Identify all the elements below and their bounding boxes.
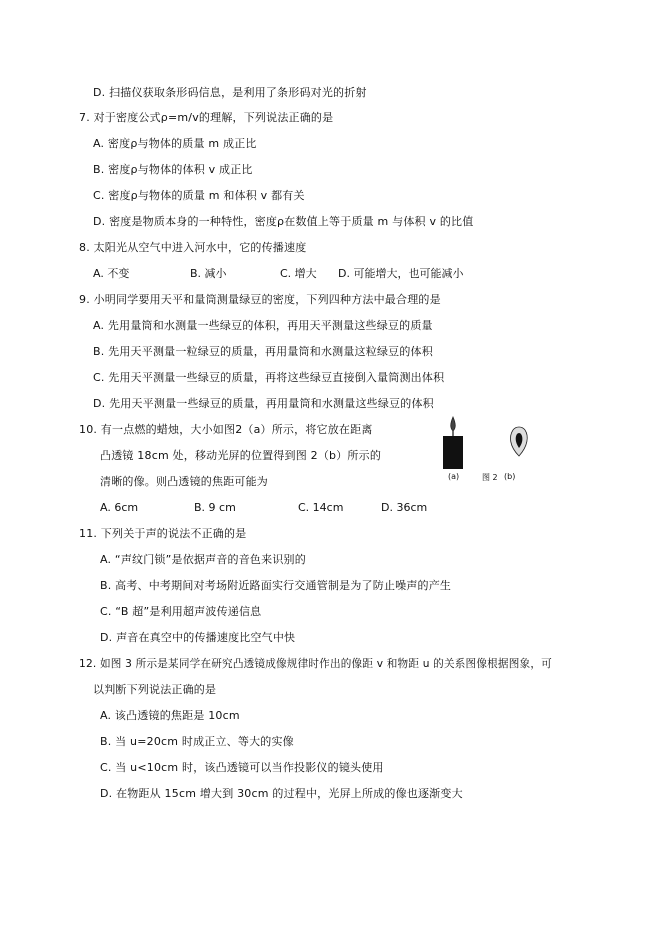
q8-option-d: D. 可能增大，也可能减小 (338, 267, 464, 280)
q12-option-b: B. 当 u=20cm 时成正立、等大的实像 (100, 735, 294, 748)
q10-stem-line1: 10. 有一点燃的蜡烛，大小如图2（a）所示，将它放在距离 (79, 423, 373, 436)
q8-options (93, 267, 553, 281)
q12-option-a: A. 该凸透镜的焦距是 10cm (100, 709, 240, 722)
q8-option-c: C. 增大 (280, 267, 317, 280)
q9-option-b: B. 先用天平测量一粒绿豆的质量，再用量筒和水测量这粒绿豆的体积 (93, 345, 433, 358)
q9-option-d: D. 先用天平测量一些绿豆的质量，再用量筒和水测量这些绿豆的体积 (93, 397, 434, 410)
q8-option-a: A. 不变 (93, 267, 130, 280)
q7-option-c: C. 密度ρ与物体的质量 m 和体积 v 都有关 (93, 189, 305, 202)
figure-2-caption: 图 2 (482, 473, 498, 482)
candle-flame-icon (451, 417, 456, 431)
q8-option-b: B. 减小 (190, 267, 227, 280)
q7-option-d: D. 密度是物质本身的一种特性，密度ρ在数值上等于质量 m 与体积 v 的比值 (93, 215, 474, 228)
candle-body-icon (443, 436, 463, 469)
q9-stem: 9. 小明同学要用天平和量筒测量绿豆的密度，下列四种方法中最合理的是 (79, 293, 441, 306)
q12-stem-line1: 12. 如图 3 所示是某同学在研究凸透镜成像规律时作出的像距 v 和物距 u 的关系图像根据图象，可 (79, 658, 552, 670)
figure-2-label-b: (b) (504, 472, 516, 481)
figure-2 (436, 412, 546, 490)
q10-option-b: B. 9 cm (194, 501, 236, 514)
q7-option-a: A. 密度ρ与物体的质量 m 成正比 (93, 137, 257, 150)
q6-option-d: D. 扫描仪获取条形码信息，是利用了条形码对光的折射 (93, 86, 367, 99)
q7-stem: 7. 对于密度公式ρ=m/v的理解，下列说法正确的是 (79, 111, 334, 124)
q8-stem: 8. 太阳光从空气中进入河水中，它的传播速度 (79, 241, 307, 254)
q10-stem-line3: 清晰的像。则凸透镜的焦距可能为 (100, 475, 268, 488)
q10-option-d: D. 36cm (381, 501, 428, 514)
figure-2-label-a: (a) (448, 472, 460, 481)
q12-option-d: D. 在物距从 15cm 增大到 30cm 的过程中，光屏上所成的像也逐渐变大 (100, 787, 463, 800)
q11-option-a: A. “声纹门锁”是依据声音的音色来识别的 (100, 553, 306, 566)
q11-option-b: B. 高考、中考期间对考场附近路面实行交通管制是为了防止噪声的产生 (100, 579, 452, 592)
q9-option-a: A. 先用量筒和水测量一些绿豆的体积，再用天平测量这些绿豆的质量 (93, 319, 433, 332)
q12-stem-line2: 以判断下列说法正确的是 (93, 683, 217, 696)
q9-option-c: C. 先用天平测量一些绿豆的质量，再将这些绿豆直接倒入量筒测出体积 (93, 371, 445, 384)
q10-stem-line2: 凸透镜 18cm 处，移动光屏的位置得到图 2（b）所示的 (100, 449, 382, 462)
q11-option-c: C. “B 超”是利用超声波传递信息 (100, 605, 262, 618)
q7-option-b: B. 密度ρ与物体的体积 v 成正比 (93, 163, 253, 176)
q11-stem: 11. 下列关于声的说法不正确的是 (79, 527, 247, 540)
q10-option-a: A. 6cm (100, 501, 139, 514)
q12-option-c: C. 当 u<10cm 时，该凸透镜可以当作投影仪的镜头使用 (100, 761, 384, 774)
q10-option-c: C. 14cm (298, 501, 344, 514)
q11-option-d: D. 声音在真空中的传播速度比空气中快 (100, 631, 296, 644)
q10-options (100, 501, 460, 515)
